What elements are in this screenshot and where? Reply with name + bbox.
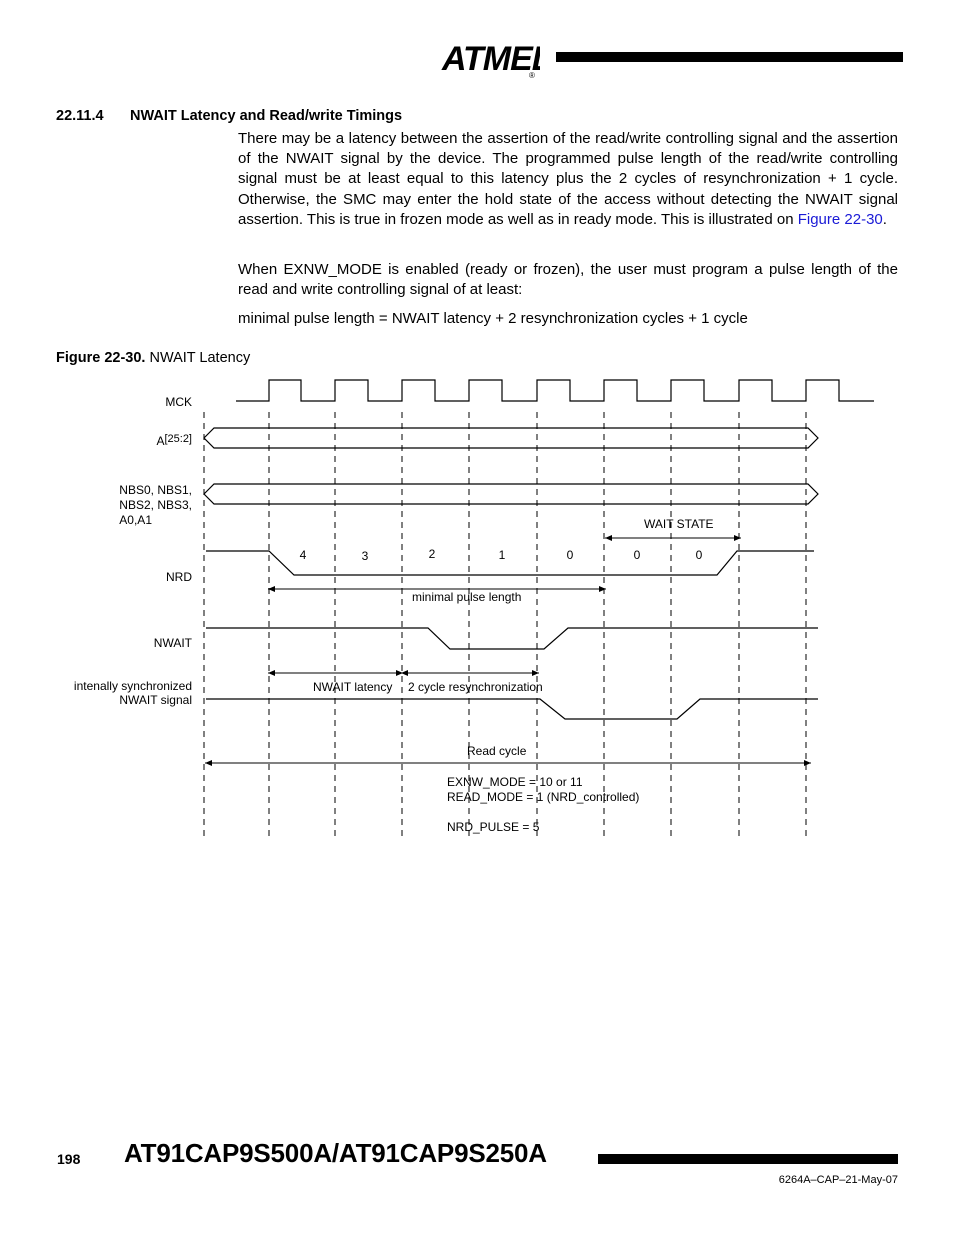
nwait-waveform xyxy=(206,628,818,649)
figure-label: Figure 22-30. xyxy=(56,350,146,366)
read-cycle-label: Read cycle xyxy=(467,744,527,758)
section-number: 22.11.4 xyxy=(56,108,104,124)
label-address-prefix: A xyxy=(156,434,165,448)
nrd-pulse-label: NRD_PULSE = 5 xyxy=(447,820,540,834)
footer-rule xyxy=(598,1154,898,1164)
label-nbs-3: A0,A1 xyxy=(119,513,152,527)
counter-value: 1 xyxy=(498,548,506,562)
paragraph-latency-text: There may be a latency between the assertion of the read/write controlling signal and the assertion of the NWAIT signal by the device. The programmed pulse length of the read/write controlling signal must be at least equal to this latency plus the 2 cycles of resynchronization + 1 cycle. Otherwise, the SMC may enter the hold state of the access without detecting the NWAIT signal assertion. This is true in frozen mode as well as in ready mode. This is illustrated on xyxy=(238,130,898,228)
label-nrd: NRD xyxy=(166,570,192,584)
label-address-bits: [25:2] xyxy=(164,433,192,445)
mck-waveform xyxy=(236,380,874,401)
section-title: NWAIT Latency and Read/write Timings xyxy=(130,108,403,124)
pulse-formula: minimal pulse length = NWAIT latency + 2 resynchronization cycles + 1 cycle xyxy=(238,310,748,327)
label-nwait: NWAIT xyxy=(153,636,192,650)
counter-value: 0 xyxy=(633,548,641,562)
document-title: AT91CAP9S500A/AT91CAP9S250A xyxy=(124,1138,547,1168)
label-sync-1: intenally synchronized xyxy=(73,679,192,693)
resync-label: 2 cycle resynchronization xyxy=(408,680,543,694)
counter-value: 3 xyxy=(361,549,369,563)
exnw-mode-label: EXNW_MODE = 10 or 11 xyxy=(447,775,583,789)
label-address xyxy=(156,433,192,448)
registered-mark: ® xyxy=(529,71,535,80)
label-nbs-1: NBS0, NBS1, xyxy=(119,483,192,497)
counter-value: 0 xyxy=(695,548,703,562)
counter-value: 4 xyxy=(299,548,307,562)
read-mode-label: READ_MODE = 1 (NRD_controlled) xyxy=(447,790,640,804)
document-reference: 6264A–CAP–21-May-07 xyxy=(778,1174,898,1186)
nbs-bus xyxy=(204,484,818,504)
figure-link[interactable]: Figure 22-30 xyxy=(797,210,883,228)
minimal-pulse-label: minimal pulse length xyxy=(412,590,522,604)
label-mck: MCK xyxy=(165,395,192,409)
nrd-waveform xyxy=(206,551,814,575)
address-bus xyxy=(204,428,818,448)
sync-nwait-waveform xyxy=(206,699,818,719)
label-nbs-2: NBS2, NBS3, xyxy=(119,498,192,512)
label-sync-2: NWAIT signal xyxy=(119,693,192,707)
counter-value: 0 xyxy=(566,548,574,562)
paragraph-exnw: When EXNW_MODE is enabled (ready or frozen), the user must program a pulse length of the read and write controlling signal of at least: xyxy=(238,261,898,299)
page-number: 198 xyxy=(57,1151,81,1167)
paragraph-latency-end: . xyxy=(882,210,887,228)
counter-value: 2 xyxy=(428,547,436,561)
logo-text: ATME xyxy=(442,40,532,78)
nwait-latency-label: NWAIT latency xyxy=(313,680,393,694)
wait-state-label: WAIT STATE xyxy=(644,517,714,531)
figure-title: NWAIT Latency xyxy=(149,350,251,366)
